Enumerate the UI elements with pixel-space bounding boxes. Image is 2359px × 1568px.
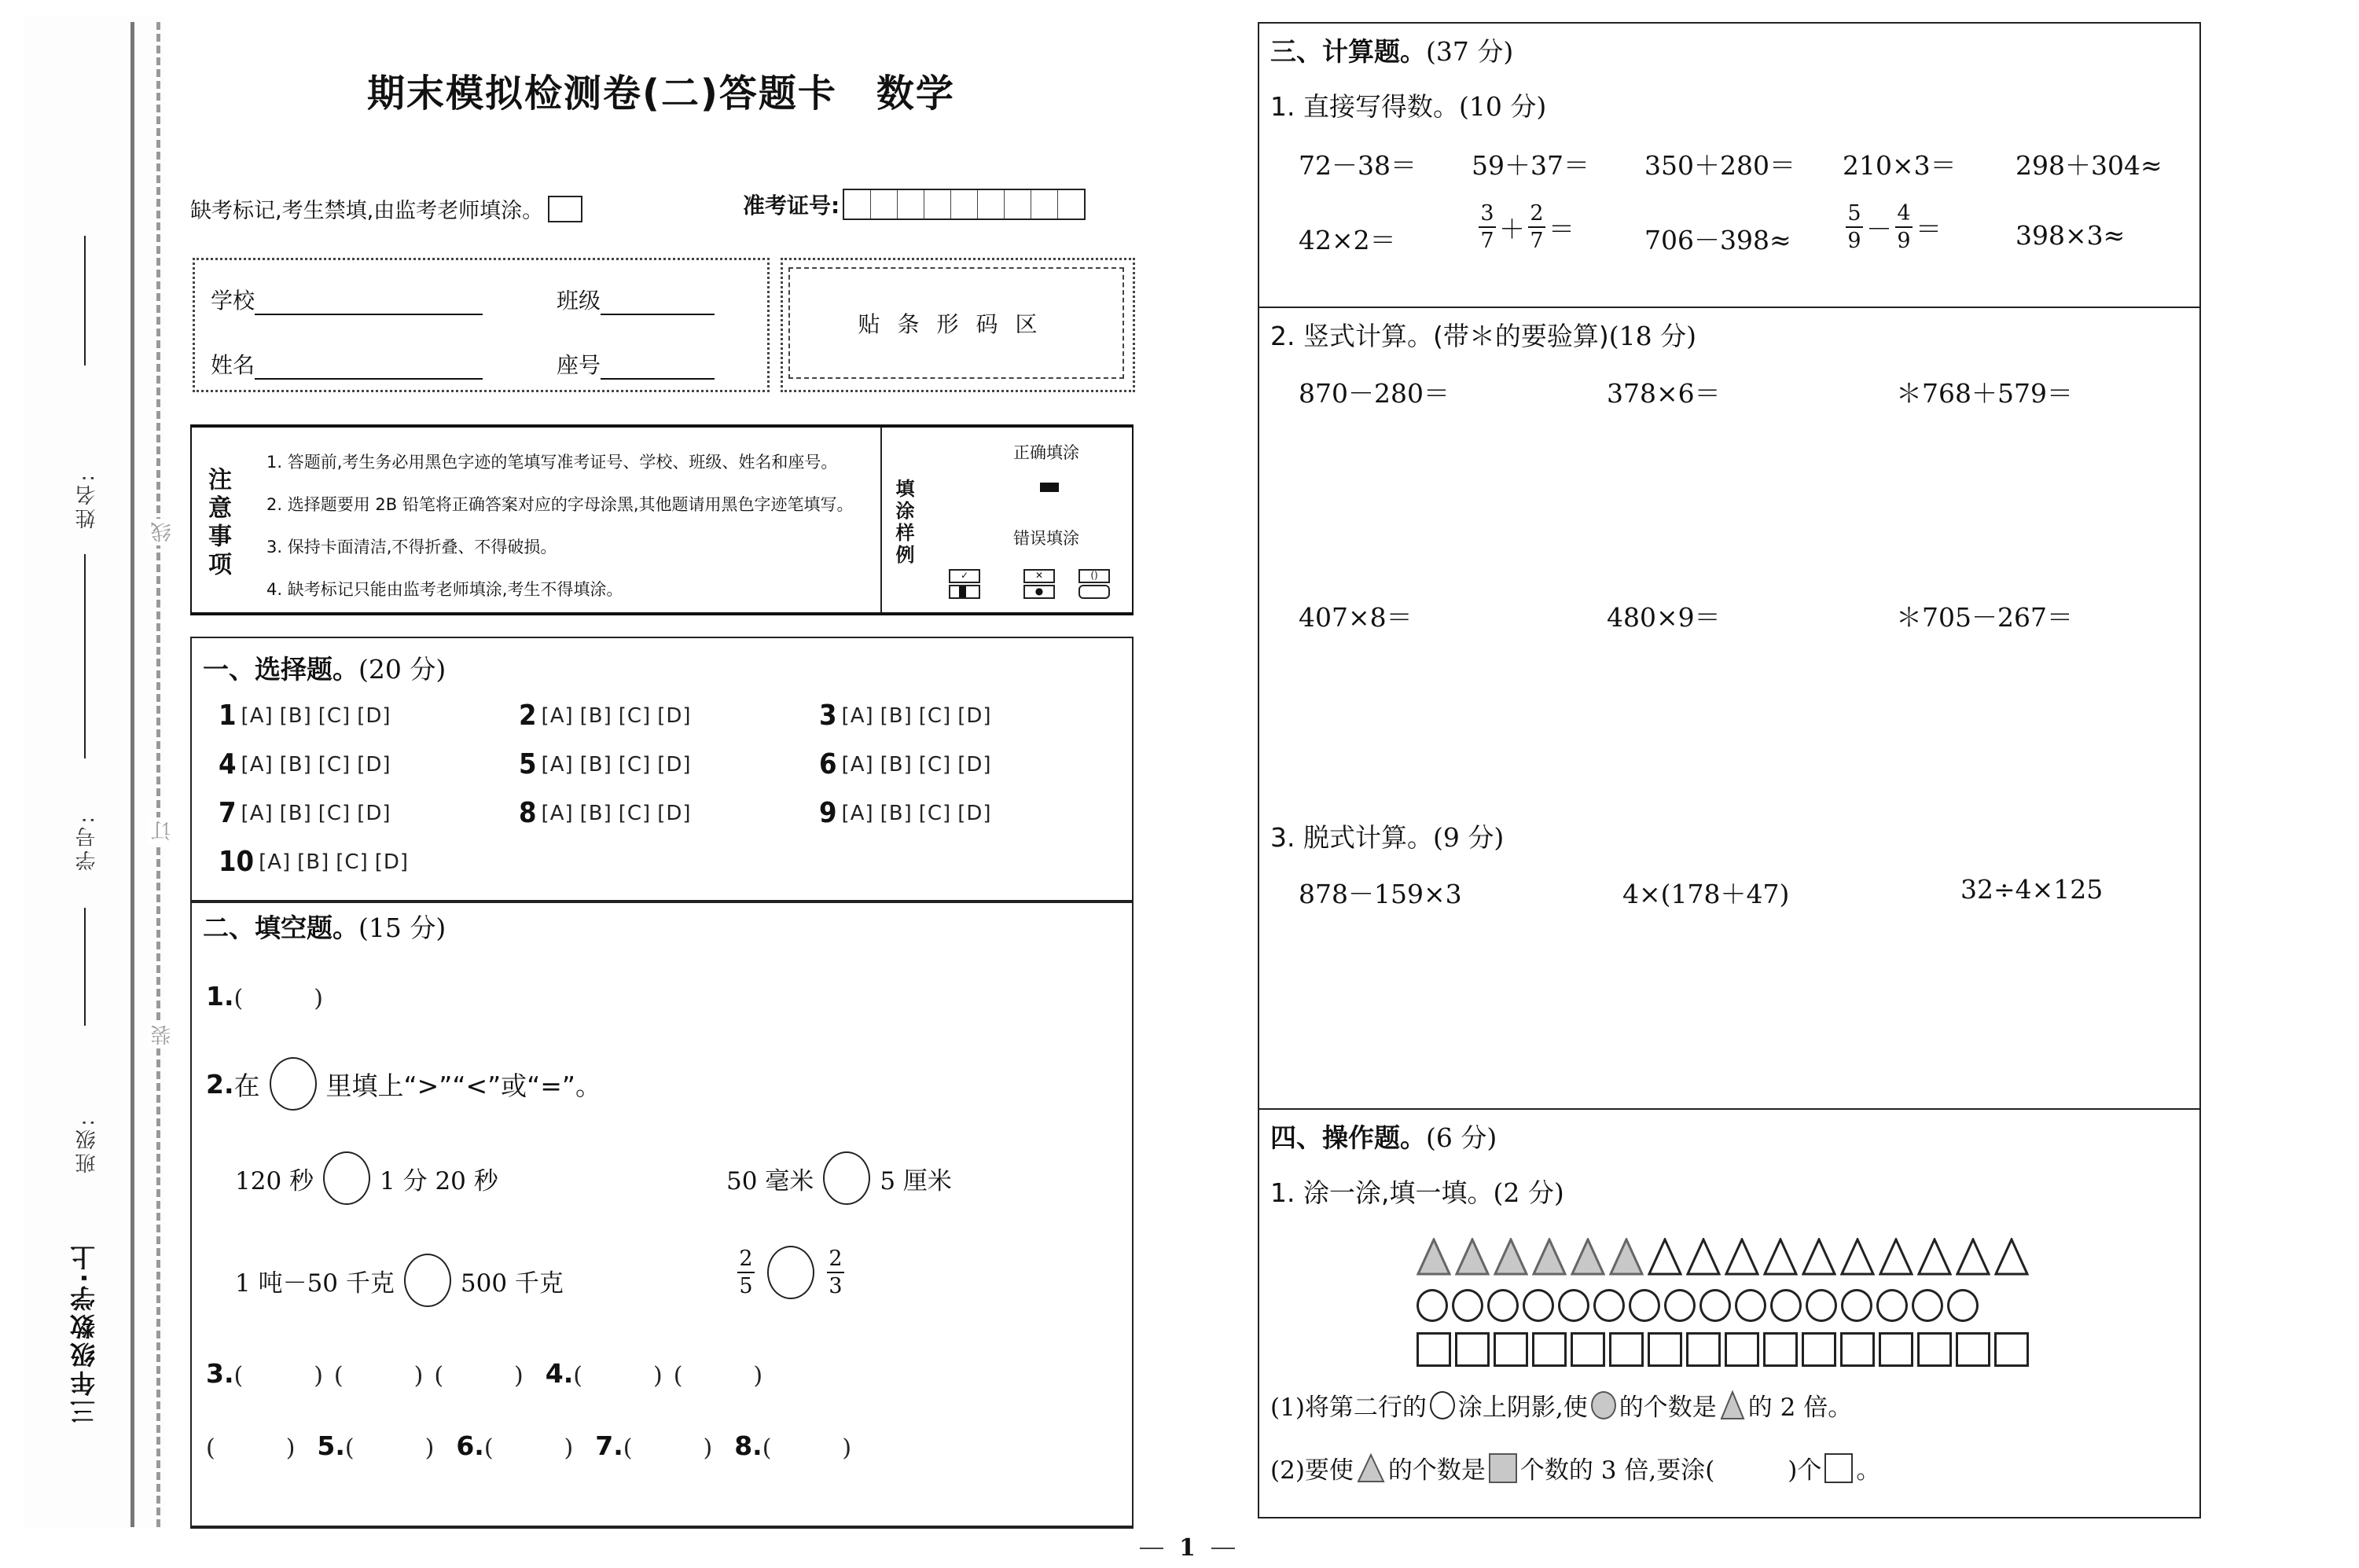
circle-shape[interactable] xyxy=(1523,1289,1554,1322)
subsection-points: (2 分) xyxy=(1493,1177,1564,1208)
student-info-box xyxy=(193,258,770,392)
wrong-fill-label: 错误填涂 xyxy=(1013,529,1079,548)
choice-option-bubble[interactable]: [D] xyxy=(357,703,391,728)
shaded-triangle-icon xyxy=(1417,1238,1451,1276)
question-number: 1. xyxy=(206,980,234,1012)
circle-shape[interactable] xyxy=(1912,1289,1943,1322)
circle-shape[interactable] xyxy=(1593,1289,1625,1322)
barcode-label: 贴条形码区 xyxy=(858,311,1055,337)
choice-option-bubble[interactable]: [C] xyxy=(918,801,952,825)
circle-shape[interactable] xyxy=(1841,1289,1872,1322)
choice-option-bubble[interactable]: [A] xyxy=(841,752,874,777)
fill-example-heading: 填涂样例 xyxy=(892,479,914,567)
divider xyxy=(1259,1108,2199,1110)
answer-blank[interactable]: ( ) xyxy=(233,1362,323,1390)
square-shape[interactable] xyxy=(1879,1332,1913,1367)
choice-option-bubble[interactable]: [C] xyxy=(336,850,369,874)
numerator: 2 xyxy=(739,1247,753,1271)
half-fill-wrong-icon xyxy=(949,585,980,599)
class-label: 班级 xyxy=(557,288,601,314)
subsection-title: 1. 直接写得数。 xyxy=(1270,91,1459,122)
choice-option-bubble[interactable]: [A] xyxy=(541,752,574,777)
exam-number-cells xyxy=(843,189,1086,220)
square-shape[interactable] xyxy=(1763,1332,1798,1367)
notice-item: 4. 缺考标记只能由监考老师填涂,考生不得填涂。 xyxy=(266,580,623,599)
mental-calc-item: 72－38＝ xyxy=(1299,150,1417,181)
choice-question xyxy=(219,797,398,829)
student-no-underline-top xyxy=(84,554,86,758)
answer-blank[interactable]: ( ) xyxy=(673,1362,763,1390)
choice-option-bubble[interactable]: [B] xyxy=(880,703,913,728)
choice-question xyxy=(819,748,998,780)
notice-item: 1. 答题前,考生务必用黑色字迹的笔填写准考证号、学校、班级、姓名和座号。 xyxy=(266,453,838,472)
check-mark-wrong-icon: ✓ xyxy=(949,569,980,583)
comparison-answer-circle[interactable] xyxy=(404,1254,451,1307)
section-operation-title xyxy=(1270,1118,1497,1155)
square-shape[interactable] xyxy=(1917,1332,1952,1367)
shaded-triangle-icon xyxy=(1532,1238,1567,1276)
question-text: (1)将第二行的 xyxy=(1270,1394,1427,1422)
shaded-square-icon xyxy=(1489,1453,1517,1483)
square-shape[interactable] xyxy=(1609,1332,1644,1367)
circle-shape[interactable] xyxy=(1735,1289,1766,1322)
step-calc-item: 4×(178＋47) xyxy=(1622,879,1790,909)
triangle-icon xyxy=(1686,1238,1721,1276)
question-text: 的个数是 xyxy=(1387,1456,1486,1485)
cut-word-zhuang: 装 xyxy=(148,1022,177,1048)
shaded-triangle-icon xyxy=(1720,1390,1745,1420)
vertical-calc-item: 480×9＝ xyxy=(1607,602,1721,633)
mental-calc-item: 398×3≈ xyxy=(2015,220,2126,251)
choice-question xyxy=(819,797,998,829)
choice-option-bubble[interactable]: [D] xyxy=(657,801,692,825)
triangle-icon xyxy=(1648,1238,1682,1276)
answer-blank[interactable]: ( ) xyxy=(233,985,323,1012)
circle-shape[interactable] xyxy=(1664,1289,1696,1322)
question-text: 。 xyxy=(1856,1456,1881,1485)
comparison-right: 500 千克 xyxy=(460,1269,564,1298)
denominator: 7 xyxy=(1530,229,1544,253)
grade-subject-label: 三年级数学·上 xyxy=(69,1242,99,1425)
name-field[interactable] xyxy=(211,348,483,380)
section-choice-title xyxy=(203,649,446,686)
section-calc-title xyxy=(1270,31,1513,68)
choice-option-bubble[interactable]: [A] xyxy=(241,703,274,728)
vertical-calc-item: 378×6＝ xyxy=(1607,378,1721,409)
subsection-title: 2. 竖式计算。(带＊的要验算) xyxy=(1270,321,1609,351)
mental-calc-fraction xyxy=(1475,203,1575,252)
choice-option-bubble[interactable]: [D] xyxy=(957,703,992,728)
seat-underline[interactable] xyxy=(601,356,715,380)
section-title-text: 三、计算题。 xyxy=(1270,36,1426,67)
mental-calc-item: 210×3＝ xyxy=(1843,150,1957,181)
prompt-text: 里填上“>”“<”或“=”。 xyxy=(325,1070,602,1101)
operation-q2 xyxy=(1270,1450,1880,1485)
choice-option-bubble[interactable]: [D] xyxy=(657,752,692,777)
subsection-points: (18 分) xyxy=(1608,321,1696,351)
seat-label: 座号 xyxy=(557,352,601,378)
square-icon xyxy=(1824,1453,1853,1483)
correct-fill-example-icon xyxy=(1040,483,1059,492)
absence-mark xyxy=(190,193,582,224)
question-text: 的 2 倍。 xyxy=(1747,1394,1853,1422)
square-shape[interactable] xyxy=(1417,1332,1451,1367)
divider xyxy=(1259,307,2199,308)
fill-q2-prompt xyxy=(206,1057,601,1111)
comparison-1 xyxy=(235,1151,498,1205)
choice-option-bubble[interactable]: [D] xyxy=(374,850,410,874)
notice-box xyxy=(190,424,1134,615)
choice-option-bubble[interactable]: [D] xyxy=(357,801,391,825)
seat-field[interactable] xyxy=(557,348,715,380)
exam-number-cell[interactable] xyxy=(871,190,898,218)
class-underline xyxy=(84,908,86,1026)
equals: ＝ xyxy=(1549,213,1575,244)
square-shape[interactable] xyxy=(1956,1332,1990,1367)
mental-calc-fraction xyxy=(1843,203,1942,252)
section-points: (37 分) xyxy=(1426,36,1514,67)
subsection-points: (9 分) xyxy=(1432,822,1505,853)
square-shape[interactable] xyxy=(1532,1332,1567,1367)
square-shape[interactable] xyxy=(1725,1332,1759,1367)
question-text: 的个数是 xyxy=(1619,1394,1717,1422)
question-number: 6. xyxy=(456,1430,484,1461)
triangle-icon xyxy=(1763,1238,1798,1276)
choice-option-bubble[interactable]: [A] xyxy=(259,850,292,874)
binding-line xyxy=(130,22,134,1527)
question-number: 4 xyxy=(219,748,237,780)
mental-calc-item: 42×2＝ xyxy=(1299,225,1396,255)
question-number: 2 xyxy=(519,700,537,732)
calc-sub2-title xyxy=(1270,316,1696,353)
subsection-title: 1. 涂一涂,填一填。 xyxy=(1270,1177,1494,1208)
square-row xyxy=(1417,1332,2029,1367)
question-text: (2)要使 xyxy=(1270,1456,1354,1485)
circle-shape[interactable] xyxy=(1417,1289,1448,1322)
denominator: 5 xyxy=(739,1274,753,1298)
answer-blank[interactable]: ( ) xyxy=(762,1434,852,1462)
cross-mark-wrong-icon: ✕ xyxy=(1023,569,1055,583)
section-title-text: 四、操作题。 xyxy=(1270,1122,1426,1153)
name-underline-top xyxy=(84,236,86,365)
barcode-area xyxy=(788,267,1124,379)
square-shape[interactable] xyxy=(1994,1332,2029,1367)
question-number: 6 xyxy=(819,748,837,780)
numerator: 3 xyxy=(1480,201,1494,226)
cut-line xyxy=(156,22,160,1527)
question-number: 7. xyxy=(595,1430,623,1461)
operation-q1 xyxy=(1270,1387,1852,1423)
triangle-icon xyxy=(1802,1238,1836,1276)
triangle-icon xyxy=(1879,1238,1913,1276)
page-number-text: 1 xyxy=(1179,1534,1196,1562)
exam-number-cell[interactable] xyxy=(978,190,1005,218)
exam-number-cell[interactable] xyxy=(924,190,951,218)
answer-blank[interactable]: ( ) xyxy=(434,1362,524,1390)
fill-row-3-4 xyxy=(206,1356,773,1390)
choice-option-bubble[interactable]: [D] xyxy=(957,801,992,825)
answer-blank[interactable]: ( ) xyxy=(623,1434,713,1462)
subsection-points: (10 分) xyxy=(1458,91,1547,122)
square-shape[interactable] xyxy=(1494,1332,1528,1367)
school-label: 学校 xyxy=(211,288,255,314)
answer-blank[interactable]: ( ) xyxy=(333,1362,424,1390)
name-label: 姓名 xyxy=(211,352,255,378)
choice-option-bubble[interactable]: [D] xyxy=(357,752,391,777)
vertical-calc-item: ＊705－267＝ xyxy=(1896,602,2073,633)
answer-blank[interactable]: ( ) xyxy=(344,1434,435,1462)
choice-option-bubble[interactable]: [C] xyxy=(618,703,652,728)
exam-number-cell[interactable] xyxy=(1031,190,1058,218)
circle-mark-wrong-icon: () xyxy=(1078,569,1110,583)
vertical-calc-item: 407×8＝ xyxy=(1299,602,1413,633)
choice-option-bubble[interactable]: [B] xyxy=(579,801,612,825)
square-shape[interactable] xyxy=(1648,1332,1682,1367)
question-number: 2. xyxy=(206,1068,234,1100)
question-number: 9 xyxy=(819,797,837,829)
choice-option-bubble[interactable]: [A] xyxy=(841,801,874,825)
circle-shape[interactable] xyxy=(1558,1289,1589,1322)
mental-calc-item: 706－398≈ xyxy=(1644,225,1791,255)
triangle-row xyxy=(1417,1238,2029,1276)
notice-item: 2. 选择题要用 2B 铅笔将正确答案对应的字母涂黑,其他题请用黑色字迹笔填写。 xyxy=(266,495,854,514)
question-number: 8. xyxy=(734,1430,762,1461)
step-calc-item: 878－159×3 xyxy=(1299,879,1462,909)
choice-option-bubble[interactable]: [C] xyxy=(918,752,952,777)
subsection-title: 3. 脱式计算。 xyxy=(1270,822,1433,853)
question-number: 3. xyxy=(206,1357,234,1389)
shaded-circle-icon xyxy=(1591,1391,1616,1419)
choice-option-bubble[interactable]: [B] xyxy=(279,703,312,728)
question-text: 涂上阴影,使 xyxy=(1457,1394,1588,1422)
correct-fill-label: 正确填涂 xyxy=(1013,443,1079,462)
comparison-left: 50 毫米 xyxy=(726,1166,814,1195)
shaded-triangle-icon xyxy=(1571,1238,1605,1276)
choice-option-bubble[interactable]: [B] xyxy=(579,752,612,777)
choice-option-bubble[interactable]: [C] xyxy=(318,752,351,777)
question-number: 1 xyxy=(219,700,237,732)
triangle-icon xyxy=(1956,1238,1990,1276)
vertical-calc-item: 870－280＝ xyxy=(1299,378,1450,409)
section-points: (15 分) xyxy=(358,913,446,943)
comparison-answer-circle[interactable] xyxy=(323,1151,370,1205)
triangle-icon xyxy=(1994,1238,2029,1276)
question-text: 个数的 3 倍,要涂( )个 xyxy=(1519,1456,1822,1485)
choice-question xyxy=(219,748,398,780)
comparison-left: 1 吨－50 千克 xyxy=(235,1269,395,1298)
choice-option-bubble[interactable]: [C] xyxy=(318,703,351,728)
numerator: 2 xyxy=(829,1247,843,1271)
shaded-triangle-icon xyxy=(1609,1238,1644,1276)
denominator: 9 xyxy=(1847,229,1861,253)
circle-shape[interactable] xyxy=(1487,1289,1519,1322)
question-number: 4. xyxy=(545,1357,574,1389)
step-calc-item: 32÷4×125 xyxy=(1960,874,2104,905)
question-number: 7 xyxy=(219,797,237,829)
operator: － xyxy=(1866,213,1892,244)
numerator: 2 xyxy=(1530,201,1544,226)
name-underline[interactable] xyxy=(255,356,483,380)
choice-option-bubble[interactable]: [B] xyxy=(579,703,612,728)
exam-number-cell[interactable] xyxy=(1005,190,1031,218)
choice-option-bubble[interactable]: [A] xyxy=(241,801,274,825)
circle-icon xyxy=(270,1057,317,1111)
section-choice xyxy=(190,637,1134,903)
choice-option-bubble[interactable]: [B] xyxy=(880,752,913,777)
section-title-text: 二、填空题。 xyxy=(203,913,358,943)
operation-sub1-title xyxy=(1270,1173,1564,1210)
square-shape[interactable] xyxy=(1686,1332,1721,1367)
school-underline[interactable] xyxy=(255,292,483,315)
choice-question xyxy=(219,846,415,878)
square-shape[interactable] xyxy=(1455,1332,1490,1367)
choice-question xyxy=(819,700,998,732)
choice-option-bubble[interactable]: [B] xyxy=(880,801,913,825)
exam-number-cell[interactable] xyxy=(1058,190,1084,218)
notice-heading: 注意事项 xyxy=(204,467,231,580)
fill-example-divider xyxy=(880,428,882,612)
choice-option-bubble[interactable]: [A] xyxy=(241,752,274,777)
school-field[interactable] xyxy=(211,284,483,315)
triangle-icon xyxy=(1840,1238,1875,1276)
square-shape[interactable] xyxy=(1571,1332,1605,1367)
exam-number-cell[interactable] xyxy=(898,190,924,218)
choice-question xyxy=(519,700,698,732)
choice-option-bubble[interactable]: [B] xyxy=(279,752,312,777)
choice-option-bubble[interactable]: [C] xyxy=(918,703,952,728)
choice-question xyxy=(519,797,698,829)
right-page xyxy=(1258,22,2201,1518)
numerator: 5 xyxy=(1847,201,1861,226)
circle-icon xyxy=(1430,1391,1455,1419)
comparison-answer-circle[interactable] xyxy=(767,1246,814,1299)
comparison-answer-circle[interactable] xyxy=(823,1151,870,1205)
circle-shape[interactable] xyxy=(1947,1289,1979,1322)
exam-number-label: 准考证号: xyxy=(743,193,840,218)
comparison-left: 120 秒 xyxy=(235,1166,314,1195)
exam-number xyxy=(743,189,1086,220)
choice-option-bubble[interactable]: [A] xyxy=(841,703,874,728)
comparison-2 xyxy=(726,1151,952,1205)
denominator: 3 xyxy=(829,1274,843,1298)
section-fill-blank xyxy=(190,900,1134,1529)
exam-number-cell[interactable] xyxy=(951,190,978,218)
shaded-triangle-icon xyxy=(1455,1238,1490,1276)
circle-shape[interactable] xyxy=(1806,1289,1837,1322)
fill-row-5-8 xyxy=(206,1428,862,1463)
circle-shape[interactable] xyxy=(1876,1289,1908,1322)
strip-student-no-label: 学号: xyxy=(75,813,99,871)
calc-sub3-title xyxy=(1270,817,1504,854)
choice-option-bubble[interactable]: [A] xyxy=(541,703,574,728)
answer-blank[interactable]: ( ) xyxy=(206,1434,296,1462)
circle-shape[interactable] xyxy=(1699,1289,1731,1322)
page-number xyxy=(1140,1534,1235,1562)
section-points: (20 分) xyxy=(358,654,446,685)
shaded-triangle-icon xyxy=(1494,1238,1528,1276)
circle-shape[interactable] xyxy=(1770,1289,1802,1322)
choice-option-bubble[interactable]: [B] xyxy=(297,850,330,874)
cut-word-xian: 线 xyxy=(148,519,177,545)
denominator: 7 xyxy=(1480,229,1494,253)
question-number: 10 xyxy=(219,846,255,878)
section-points: (6 分) xyxy=(1426,1122,1497,1153)
answer-blank[interactable]: ( ) xyxy=(483,1434,574,1462)
mental-calc-item: 59＋37＝ xyxy=(1472,150,1589,181)
equals: ＝ xyxy=(1916,213,1942,244)
square-shape[interactable] xyxy=(1840,1332,1875,1367)
triangle-icon xyxy=(1917,1238,1952,1276)
answer-blank[interactable]: ( ) xyxy=(573,1362,663,1390)
numerator: 4 xyxy=(1897,201,1911,226)
choice-option-bubble[interactable]: [A] xyxy=(541,801,574,825)
fraction-left xyxy=(737,1248,755,1297)
absence-checkbox[interactable] xyxy=(548,196,582,222)
oval-mark-wrong-icon xyxy=(1078,585,1110,599)
choice-option-bubble[interactable]: [C] xyxy=(318,801,351,825)
mental-calc-item: 298＋304≈ xyxy=(2015,150,2162,181)
mental-calc-item: 350＋280＝ xyxy=(1644,150,1795,181)
page-title: 期末模拟检测卷(二)答题卡 数学 xyxy=(367,72,955,116)
choice-question xyxy=(519,748,698,780)
choice-option-bubble[interactable]: [D] xyxy=(657,703,692,728)
exam-number-cell[interactable] xyxy=(844,190,871,218)
section-fill-title xyxy=(203,908,446,945)
question-number: 5. xyxy=(317,1430,345,1461)
calc-sub1-title xyxy=(1270,86,1546,123)
question-number: 3 xyxy=(819,700,837,732)
denominator: 9 xyxy=(1897,229,1911,253)
strip-name-label: 姓名: xyxy=(75,472,99,529)
dot-fill-wrong-icon: ● xyxy=(1023,585,1055,599)
comparison-4 xyxy=(734,1246,847,1299)
fill-q1 xyxy=(206,979,323,1013)
choice-option-bubble[interactable]: [C] xyxy=(618,801,652,825)
question-number: 8 xyxy=(519,797,537,829)
cut-word-ding: 订 xyxy=(148,817,177,844)
class-underline[interactable] xyxy=(601,292,715,315)
vertical-calc-item: ＊768＋579＝ xyxy=(1896,378,2073,409)
triangle-icon xyxy=(1725,1238,1759,1276)
notice-item: 3. 保持卡面清洁,不得折叠、不得破损。 xyxy=(266,538,557,556)
fraction-right xyxy=(827,1248,844,1297)
question-number: 5 xyxy=(519,748,537,780)
operator: ＋ xyxy=(1499,213,1525,244)
strip-class-label: 班级: xyxy=(75,1116,99,1173)
comparison-3 xyxy=(235,1254,564,1307)
circle-row xyxy=(1417,1289,1979,1322)
comparison-right: 1 分 20 秒 xyxy=(380,1166,498,1195)
choice-question xyxy=(219,700,398,732)
prompt-text: 在 xyxy=(233,1070,260,1101)
choice-option-bubble[interactable]: [B] xyxy=(279,801,312,825)
absence-note: 缺考标记,考生禁填,由监考老师填涂。 xyxy=(190,199,544,223)
circle-shape[interactable] xyxy=(1452,1289,1483,1322)
square-shape[interactable] xyxy=(1802,1332,1836,1367)
section-title-text: 一、选择题。 xyxy=(203,654,358,685)
class-field[interactable] xyxy=(557,284,715,315)
shaded-triangle-icon xyxy=(1357,1453,1385,1483)
choice-option-bubble[interactable]: [D] xyxy=(957,752,992,777)
choice-option-bubble[interactable]: [C] xyxy=(618,752,652,777)
circle-shape[interactable] xyxy=(1629,1289,1660,1322)
comparison-right: 5 厘米 xyxy=(880,1166,952,1195)
